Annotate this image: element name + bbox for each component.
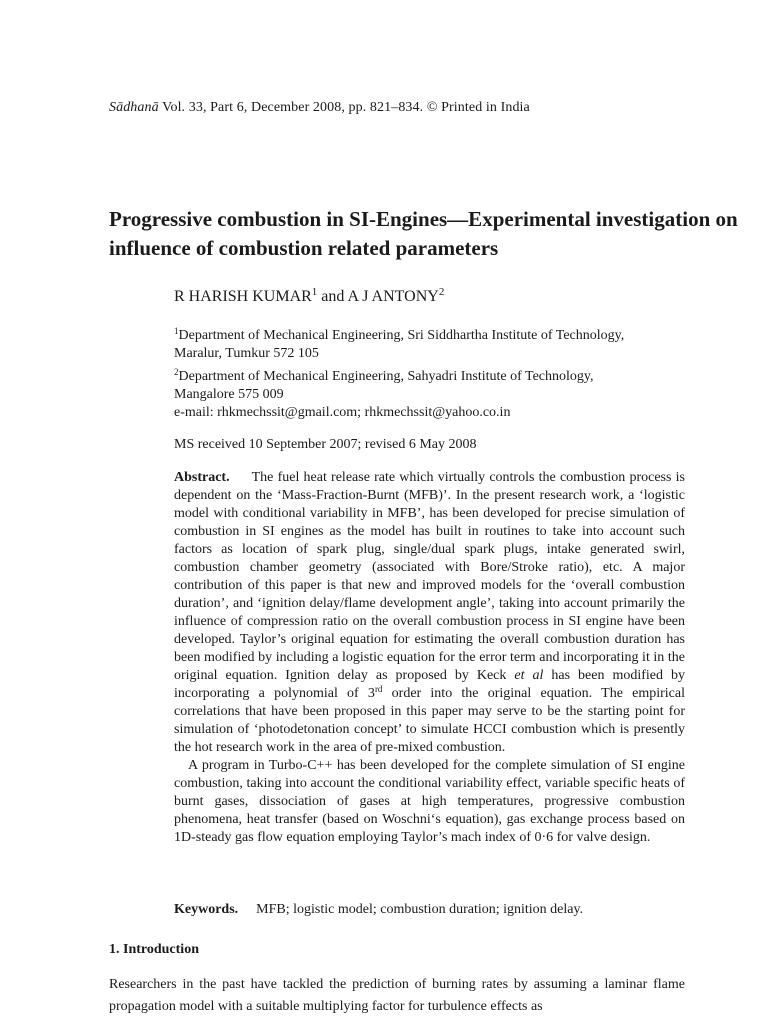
- received-dates: MS received 10 September 2007; revised 6 May 2008: [174, 437, 477, 452]
- affiliation-2-text: Department of Mechanical Engineering, Sahyadri Institute of Technology,: [178, 369, 594, 384]
- abstract-paragraph-2: A program in Turbo-C++ has been developed for the complete simulation of SI engine combustion, taking into account the conditional variability effect, variable specific heats of burnt gases, dissociation of gases at high temperatures, progressive combustion phenomena, heat transfer (based on Woschni‘s equation), gas exchange process based on 1D-steady gas flow equation employing Taylor’s mach index of 0·6 for valve design.: [174, 758, 685, 845]
- keywords-text: MFB; logistic model; combustion duration; ignition delay.: [256, 902, 584, 917]
- affiliation-1-line-2: Maralur, Tumkur 572 105: [174, 346, 319, 361]
- author-affil-mark-1: 1: [311, 286, 318, 298]
- email-line: e-mail: rhkmechssit@gmail.com; rhkmechssit@yahoo.co.in: [174, 405, 511, 420]
- author-affil-mark-2: 2: [438, 286, 445, 298]
- affiliation-2-mark: 2: [174, 367, 179, 377]
- keywords-label: Keywords.: [174, 902, 239, 917]
- author-connector: and: [321, 288, 345, 305]
- section-heading-introduction: 1. Introduction: [109, 942, 199, 957]
- abstract-label: Abstract.: [174, 470, 230, 485]
- author-name-2: A J ANTONY: [347, 288, 439, 305]
- et-al-italic: et al: [514, 668, 544, 683]
- author-name-1: R HARISH KUMAR: [174, 288, 312, 305]
- affiliation-2-line-1: [174, 363, 694, 386]
- affiliation-1-mark: 1: [174, 326, 179, 336]
- author-line: [174, 286, 444, 306]
- abstract-paragraph-1: [174, 469, 685, 757]
- abstract-block: [174, 469, 685, 847]
- affiliation-1-text: Department of Mechanical Engineering, Sri Siddhartha Institute of Technology,: [178, 328, 625, 343]
- abstract-text-part-c: order into the original equation. The empirical correlations that have been proposed in this paper may serve to be the starting point for simulation of ‘photodetonation concept’ to simulate HCCI combustion which is presently the hot research work in the area of pre-mixed combustion.: [174, 686, 685, 755]
- abstract-text-part-b: has been modified by incorporating a polynomial of 3: [174, 668, 686, 701]
- affiliation-1-line-1: [174, 322, 694, 345]
- affiliations: [174, 322, 694, 422]
- paper-title: Progressive combustion in SI-Engines—Experimental investigation on influence of combustion related parameters: [109, 207, 738, 260]
- affiliation-2-line-2: Mangalore 575 009: [174, 387, 284, 402]
- ordinal-superscript: rd: [374, 684, 383, 694]
- keywords-line: [174, 902, 583, 918]
- citation-details: Vol. 33, Part 6, December 2008, pp. 821–834. © Printed in India: [162, 100, 530, 115]
- abstract-text-part-a: The fuel heat release rate which virtually controls the combustion process is dependent on the ‘Mass-Fraction-Burnt (MFB)’. In the present research work, a ‘logistic model with conditional variability in MFB’, has been developed for precise simulation of combustion in SI engines as the model has built in routines to take into account such factors as location of spark plug, single/dual spark plugs, intake generated swirl, combustion chamber geometry (associated with Bore/Stroke ratio), etc. A major contribution of this paper is that new and improved models for the ‘overall combustion duration’, and ‘ignition delay/flame development angle’, taking into account primarily the influence of compression ratio on the overall combustion process in SI engine have been developed. Taylor’s original equation for estimating the overall combustion duration has been modified by including a logistic equation for the error term and incorporating it in the original equation. Ignition delay as proposed by Keck: [174, 470, 685, 683]
- journal-name: Sādhanā: [109, 100, 159, 115]
- journal-citation-line: [109, 100, 530, 116]
- introduction-text: Researchers in the past have tackled the prediction of burning rates by assuming a laminar flame propagation model with a suitable multiplying factor for turbulence effects as: [109, 977, 685, 1014]
